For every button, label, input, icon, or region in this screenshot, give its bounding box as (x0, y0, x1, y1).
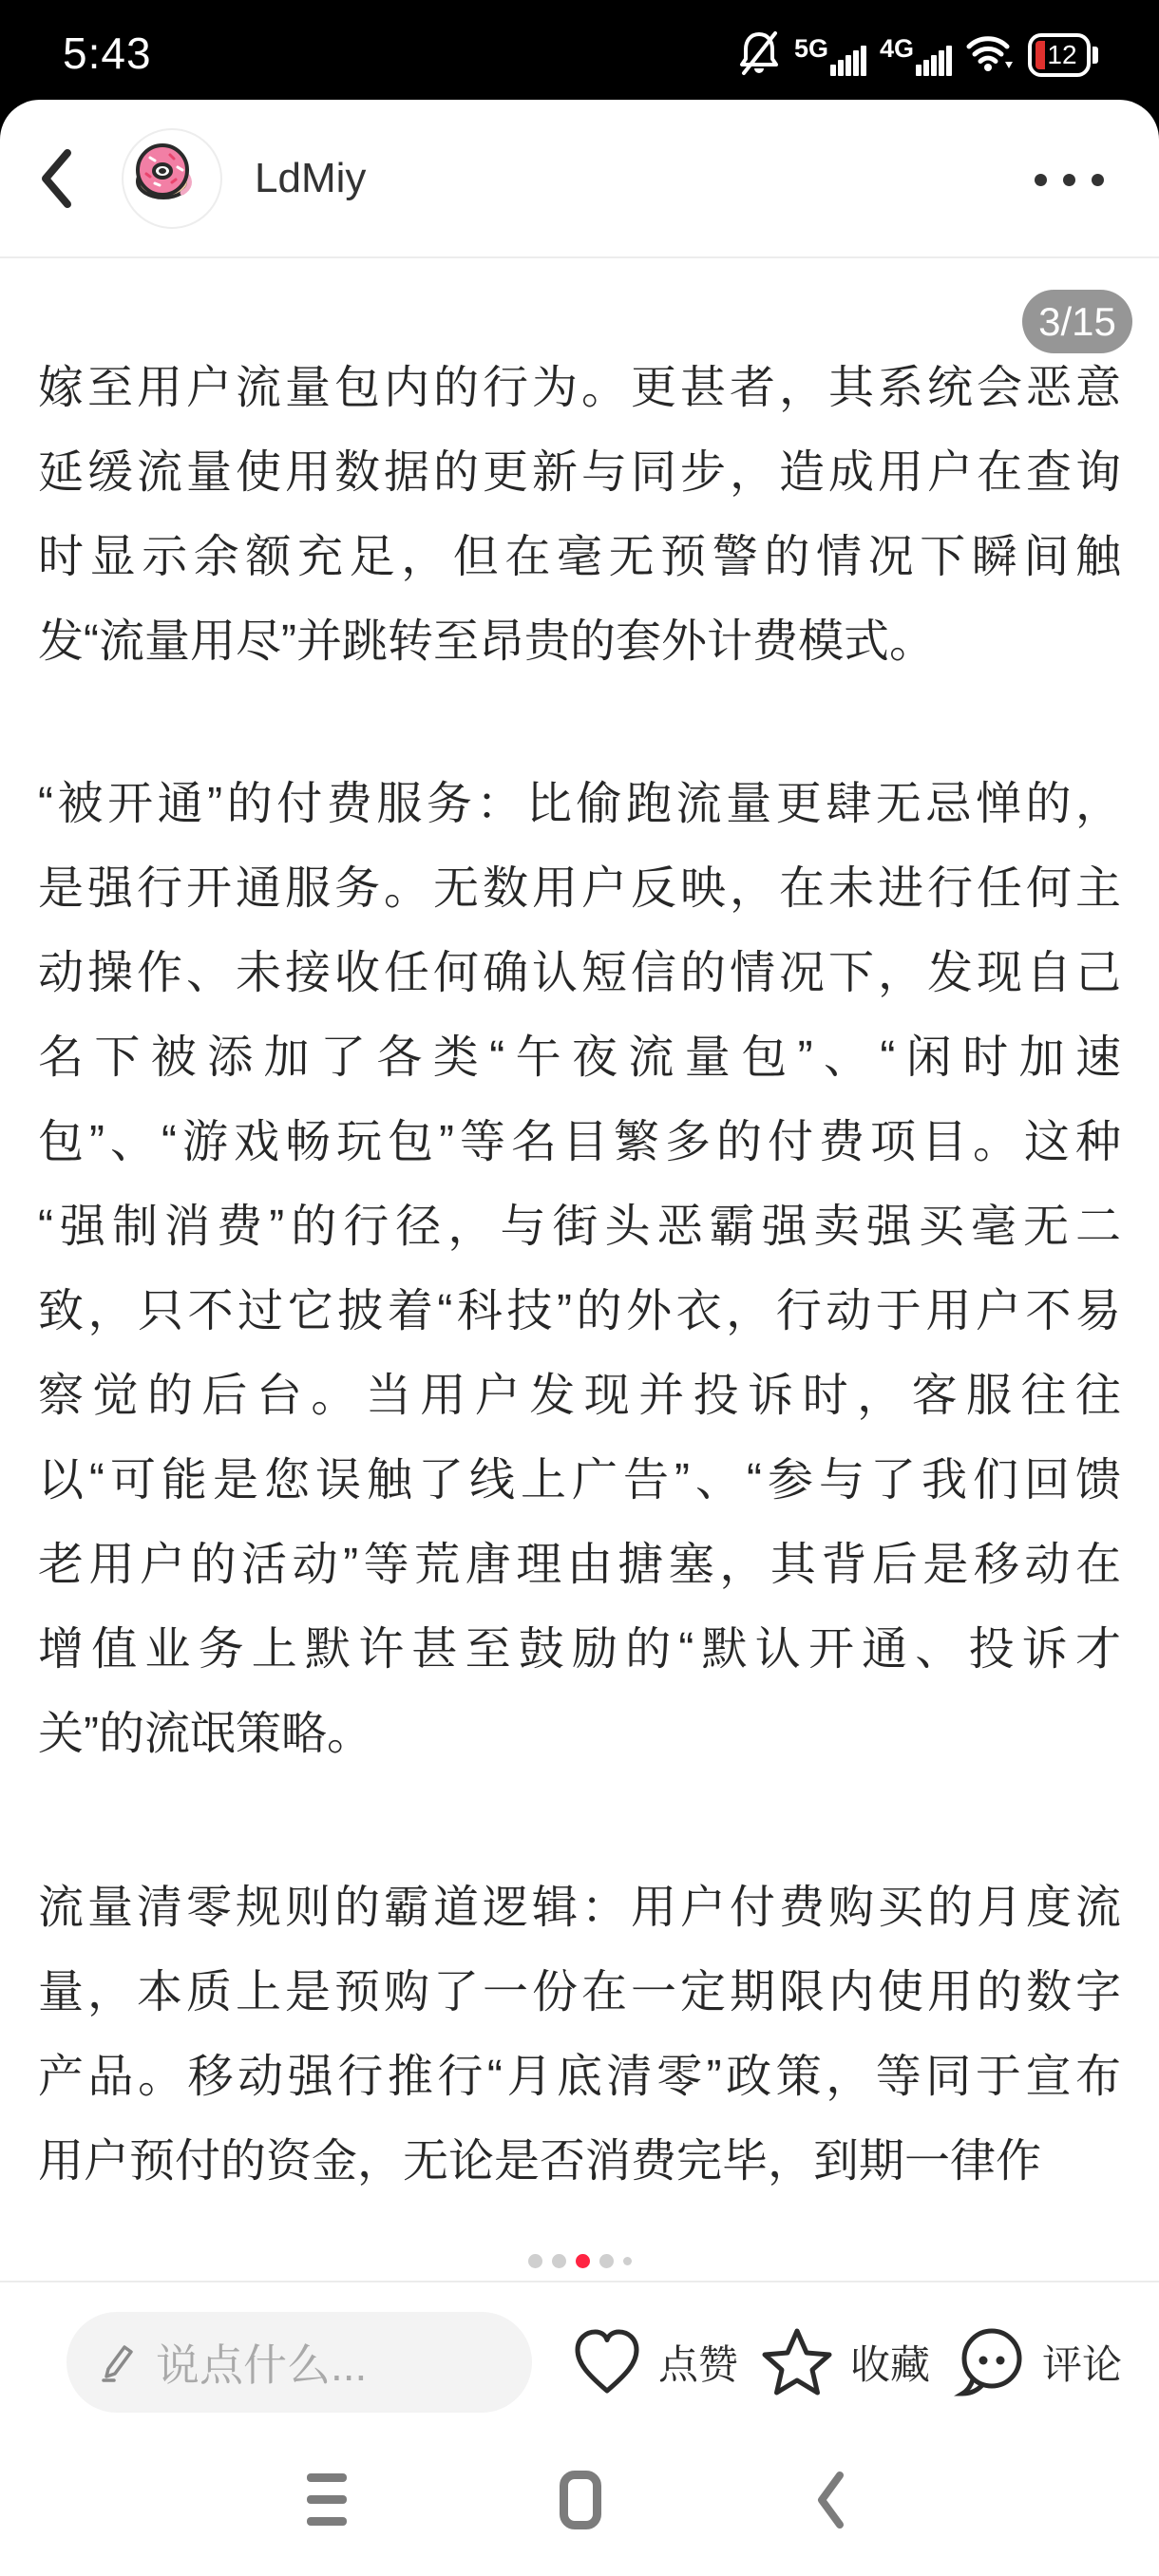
bottom-bar (0, 2281, 1159, 2576)
more-dot (1035, 174, 1047, 186)
pagination-dot (528, 2254, 542, 2268)
pagination-dot (623, 2257, 632, 2265)
text-line: 名下被添加了各类“午夜流量包”、“闲时加速 (38, 1032, 1121, 1083)
nav-back-button[interactable] (816, 2471, 845, 2529)
pagination-dots (0, 2251, 1159, 2270)
text-line: 流量清零规则的霸道逻辑：用户付费购买的月度流 (38, 1883, 1121, 1933)
comment-placeholder: 说点什么... (156, 2340, 368, 2390)
more-dot (1092, 174, 1104, 186)
post-content[interactable] (0, 258, 1159, 2204)
text-line: 量，本质上是预购了一份在一定期限内使用的数字 (38, 1967, 1121, 2017)
signal-bars-icon (830, 42, 866, 76)
battery-percent: 12 (1047, 39, 1077, 69)
text-line: 时显示余额充足，但在毫无预警的情况下瞬间触 (38, 532, 1121, 582)
nav-back-chevron-icon (816, 2471, 845, 2529)
note-card (0, 100, 1159, 2576)
username: LdMiy (255, 155, 367, 201)
header (0, 100, 1159, 256)
text-line: 关”的流氓策略。 (38, 1709, 372, 1759)
more-button[interactable] (1035, 174, 1104, 186)
collect-label[interactable]: 收藏 (850, 2342, 931, 2387)
pagination-dot (599, 2254, 614, 2268)
text-line: 产品。移动强行推行“月底清零”政策，等同于宣布 (38, 2052, 1121, 2102)
comment-button[interactable] (954, 2325, 1028, 2399)
collect-button[interactable] (759, 2325, 833, 2399)
text-line: 致，只不过它披着“科技”的外衣，行动于用户不易 (38, 1286, 1121, 1336)
text-line: 动操作、未接收任何确认短信的情况下，发现自己 (38, 948, 1121, 998)
text-line: 老用户的活动”等荒唐理由搪塞，其背后是移动在 (38, 1540, 1121, 1590)
comment-bubble-icon (954, 2325, 1028, 2399)
avatar[interactable] (122, 128, 222, 229)
back-button[interactable] (38, 147, 76, 210)
heart-icon (570, 2325, 644, 2399)
signal-4g: 4G (880, 34, 952, 76)
paragraph (38, 762, 1121, 1776)
page-indicator-badge: 3/15 (1022, 290, 1132, 353)
like-label[interactable]: 点赞 (658, 2342, 739, 2387)
back-chevron-icon (38, 147, 76, 210)
donut-avatar-icon (127, 136, 201, 210)
text-line: 嫁至用户流量包内的行为。更甚者，其系统会恶意 (38, 363, 1121, 413)
comment-input[interactable] (66, 2312, 532, 2413)
signal-bars-icon (916, 42, 952, 76)
wifi-icon (965, 31, 1015, 78)
nav-home-button[interactable] (560, 2471, 601, 2529)
paragraph (38, 346, 1121, 684)
nav-menu-button[interactable] (307, 2473, 347, 2526)
clock: 5:43 (63, 28, 152, 78)
text-line: 以“可能是您误触了线上广告”、“参与了我们回馈 (38, 1455, 1121, 1506)
pagination-dot-active (576, 2254, 590, 2268)
pagination-dot (552, 2254, 566, 2268)
text-line: 察觉的后台。当用户发现并投诉时，客服往往 (38, 1371, 1121, 1421)
post-text (38, 346, 1121, 2204)
text-line: “强制消费”的行径，与街头恶霸强卖强买毫无二 (38, 1202, 1121, 1252)
like-button[interactable] (570, 2325, 644, 2399)
battery-icon (1028, 33, 1098, 77)
text-line: 延缓流量使用数据的更新与同步，造成用户在查询 (38, 447, 1121, 498)
text-line: 发“流量用尽”并跳转至昂贵的套外计费模式。 (38, 616, 935, 667)
text-line: “被开通”的付费服务：比偷跑流量更肆无忌惮的， (38, 779, 1121, 829)
status-bar (0, 0, 1159, 100)
paragraph (38, 1866, 1121, 2204)
comment-label[interactable]: 评论 (1042, 2342, 1123, 2387)
more-dot (1063, 174, 1075, 186)
text-line: 用户预付的资金，无论是否消费完毕，到期一律作 (38, 2136, 1042, 2187)
status-icons (737, 18, 1098, 82)
text-line: 包”、“游戏畅玩包”等名目繁多的付费项目。这种 (38, 1117, 1121, 1167)
battery-low-fill (1036, 41, 1045, 69)
star-icon (759, 2325, 835, 2399)
mute-bell-icon (737, 28, 781, 82)
signal-5g: 5G (794, 34, 866, 76)
text-line: 增值业务上默许甚至鼓励的“默认开通、投诉才 (38, 1624, 1121, 1675)
text-line: 是强行开通服务。无数用户反映，在未进行任何主 (38, 863, 1121, 914)
pencil-icon (95, 2340, 139, 2384)
